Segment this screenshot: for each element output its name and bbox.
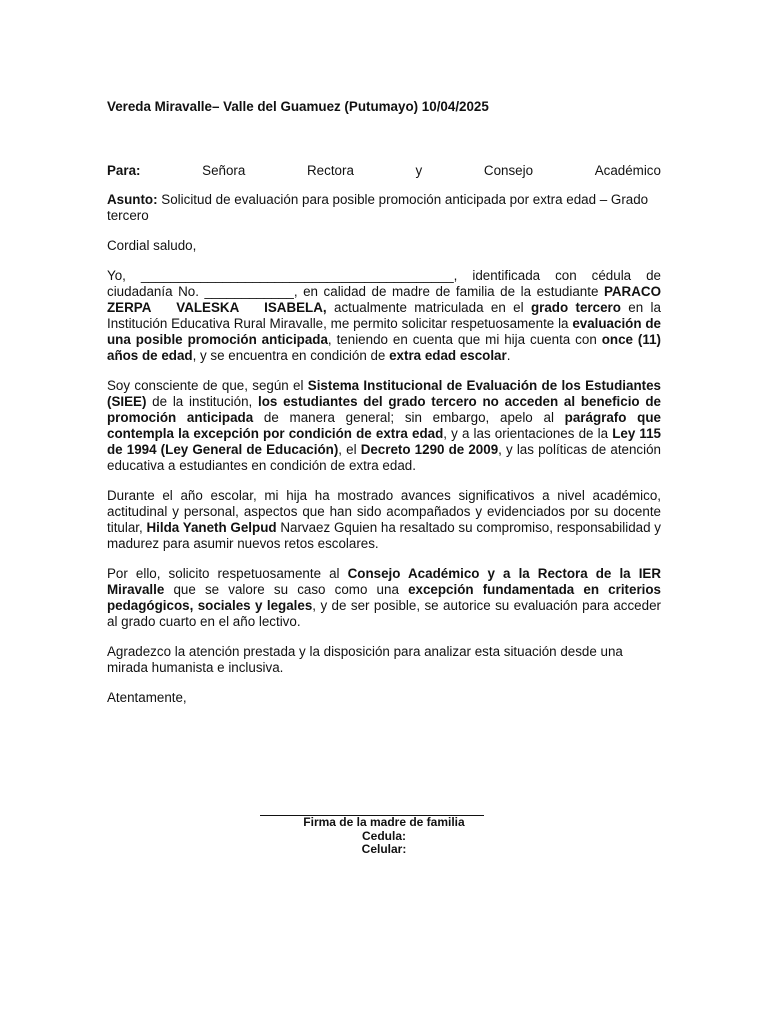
paragraph-1: [107, 268, 661, 364]
p2-bold-decreto: Decreto 1290 de 2009: [360, 442, 499, 457]
p1-bold-grade: grado tercero: [530, 300, 621, 315]
asunto-text: Solicitud de evaluación para posible promoción anticipada por extra edad – Grado tercero: [107, 192, 649, 223]
p2-bold-paragraph: parágrafo que contempla la excepción por condición de extra edad: [107, 410, 661, 441]
p3-text-1: Durante el año escolar, mi hija ha mostrado avances significativos a nivel académico, actitudinal y personal, aspectos que han sido acompañados y evidenciados por su docente titular,: [107, 488, 661, 535]
p4-bold-exception: excepción fundamentada en criterios pedagógicos, sociales y legales: [107, 582, 662, 613]
para-label: Para:: [107, 163, 141, 178]
recipient-word-4: Consejo: [483, 163, 534, 178]
p2-text-3: de manera general; sin embargo, apelo al: [253, 410, 565, 425]
p2-text-2: de la institución,: [146, 394, 259, 409]
student-name: PARACO ZERPA VALESKA ISABELA,: [107, 284, 661, 315]
signature-caption: Firma de la madre de familia: [303, 815, 465, 829]
p4-bold-council: Consejo Académico y a la Rectora de la IER Miravalle: [107, 566, 662, 597]
p2-text-1: Soy consciente de que, según el: [107, 378, 308, 393]
p2-text-4: , y a las orientaciones de la: [443, 426, 613, 441]
p1-bold-extra-edad: extra edad escolar: [389, 348, 507, 363]
p1-text-5: , y se encuentra en condición de: [192, 348, 390, 363]
p1-bold-evaluation: evaluación de una posible promoción anticipada: [107, 316, 661, 347]
p2-bold-students: los estudiantes del grado tercero no acceden al beneficio de promoción anticipada: [107, 394, 661, 425]
recipient-word-1: Señora: [202, 163, 246, 178]
letter-body: [107, 99, 661, 706]
p1-text-4: , teniendo en cuenta que mi hija cuenta con: [327, 332, 602, 347]
p4-text-3: , y de ser posible, se autorice su evaluación para acceder al grado cuarto en el año lectivo.: [107, 598, 661, 629]
p1-text-2: actualmente matriculada en el: [326, 300, 531, 315]
p1-bold-age: once (11) años de edad: [107, 332, 661, 363]
p1-text-1: Yo, __________________________________________, identificada con cédula de ciudadanía No. ____________, en calidad de madre de familia de la estudiante: [107, 268, 661, 299]
celular-label: Celular:: [361, 842, 407, 856]
paragraph-2: [107, 378, 661, 474]
recipient-word-3: y: [415, 163, 423, 178]
p2-text-5: , el: [338, 442, 361, 457]
recipient-line: [107, 163, 661, 179]
cedula-label: Cedula:: [361, 828, 406, 843]
subject-paragraph: [107, 192, 661, 224]
p1-text-6: .: [506, 348, 511, 363]
recipient-word-5: Académico: [594, 163, 661, 178]
p2-text-6: , y las políticas de atención educativa a estudiantes en condición de extra edad.: [107, 442, 661, 473]
recipient-word-2: Rectora: [307, 163, 354, 178]
closing: Atentamente,: [107, 690, 187, 705]
p3-text-2: Narvaez Gquien ha resaltado su compromiso, responsabilidad y madurez para asumir nuevos retos escolares.: [107, 520, 661, 551]
p1-text-3: en la Institución Educativa Rural Miravalle, me permito solicitar respetuosamente la: [107, 300, 661, 331]
asunto-label: Asunto:: [107, 192, 158, 207]
greeting: Cordial saludo,: [107, 238, 197, 253]
paragraph-3: [107, 488, 661, 552]
teacher-name: Hilda Yaneth Gelpud: [146, 520, 277, 535]
p4-text-2: que se valore su caso como una: [164, 582, 409, 597]
signature-block: [258, 815, 510, 857]
p4-text-1: Por ello, solicito respetuosamente al: [107, 566, 348, 581]
place-date-heading: Vereda Miravalle– Valle del Guamuez (Putumayo) 10/04/2025: [107, 99, 489, 114]
paragraph-4: [107, 566, 661, 630]
p2-bold-siee: Sistema Institucional de Evaluación de los Estudiantes (SIEE): [107, 378, 661, 409]
p2-bold-ley: Ley 115 de 1994 (Ley General de Educación): [107, 426, 661, 457]
paragraph-5: Agradezco la atención prestada y la disposición para analizar esta situación desde una mirada humanista e inclusiva.: [107, 644, 623, 675]
